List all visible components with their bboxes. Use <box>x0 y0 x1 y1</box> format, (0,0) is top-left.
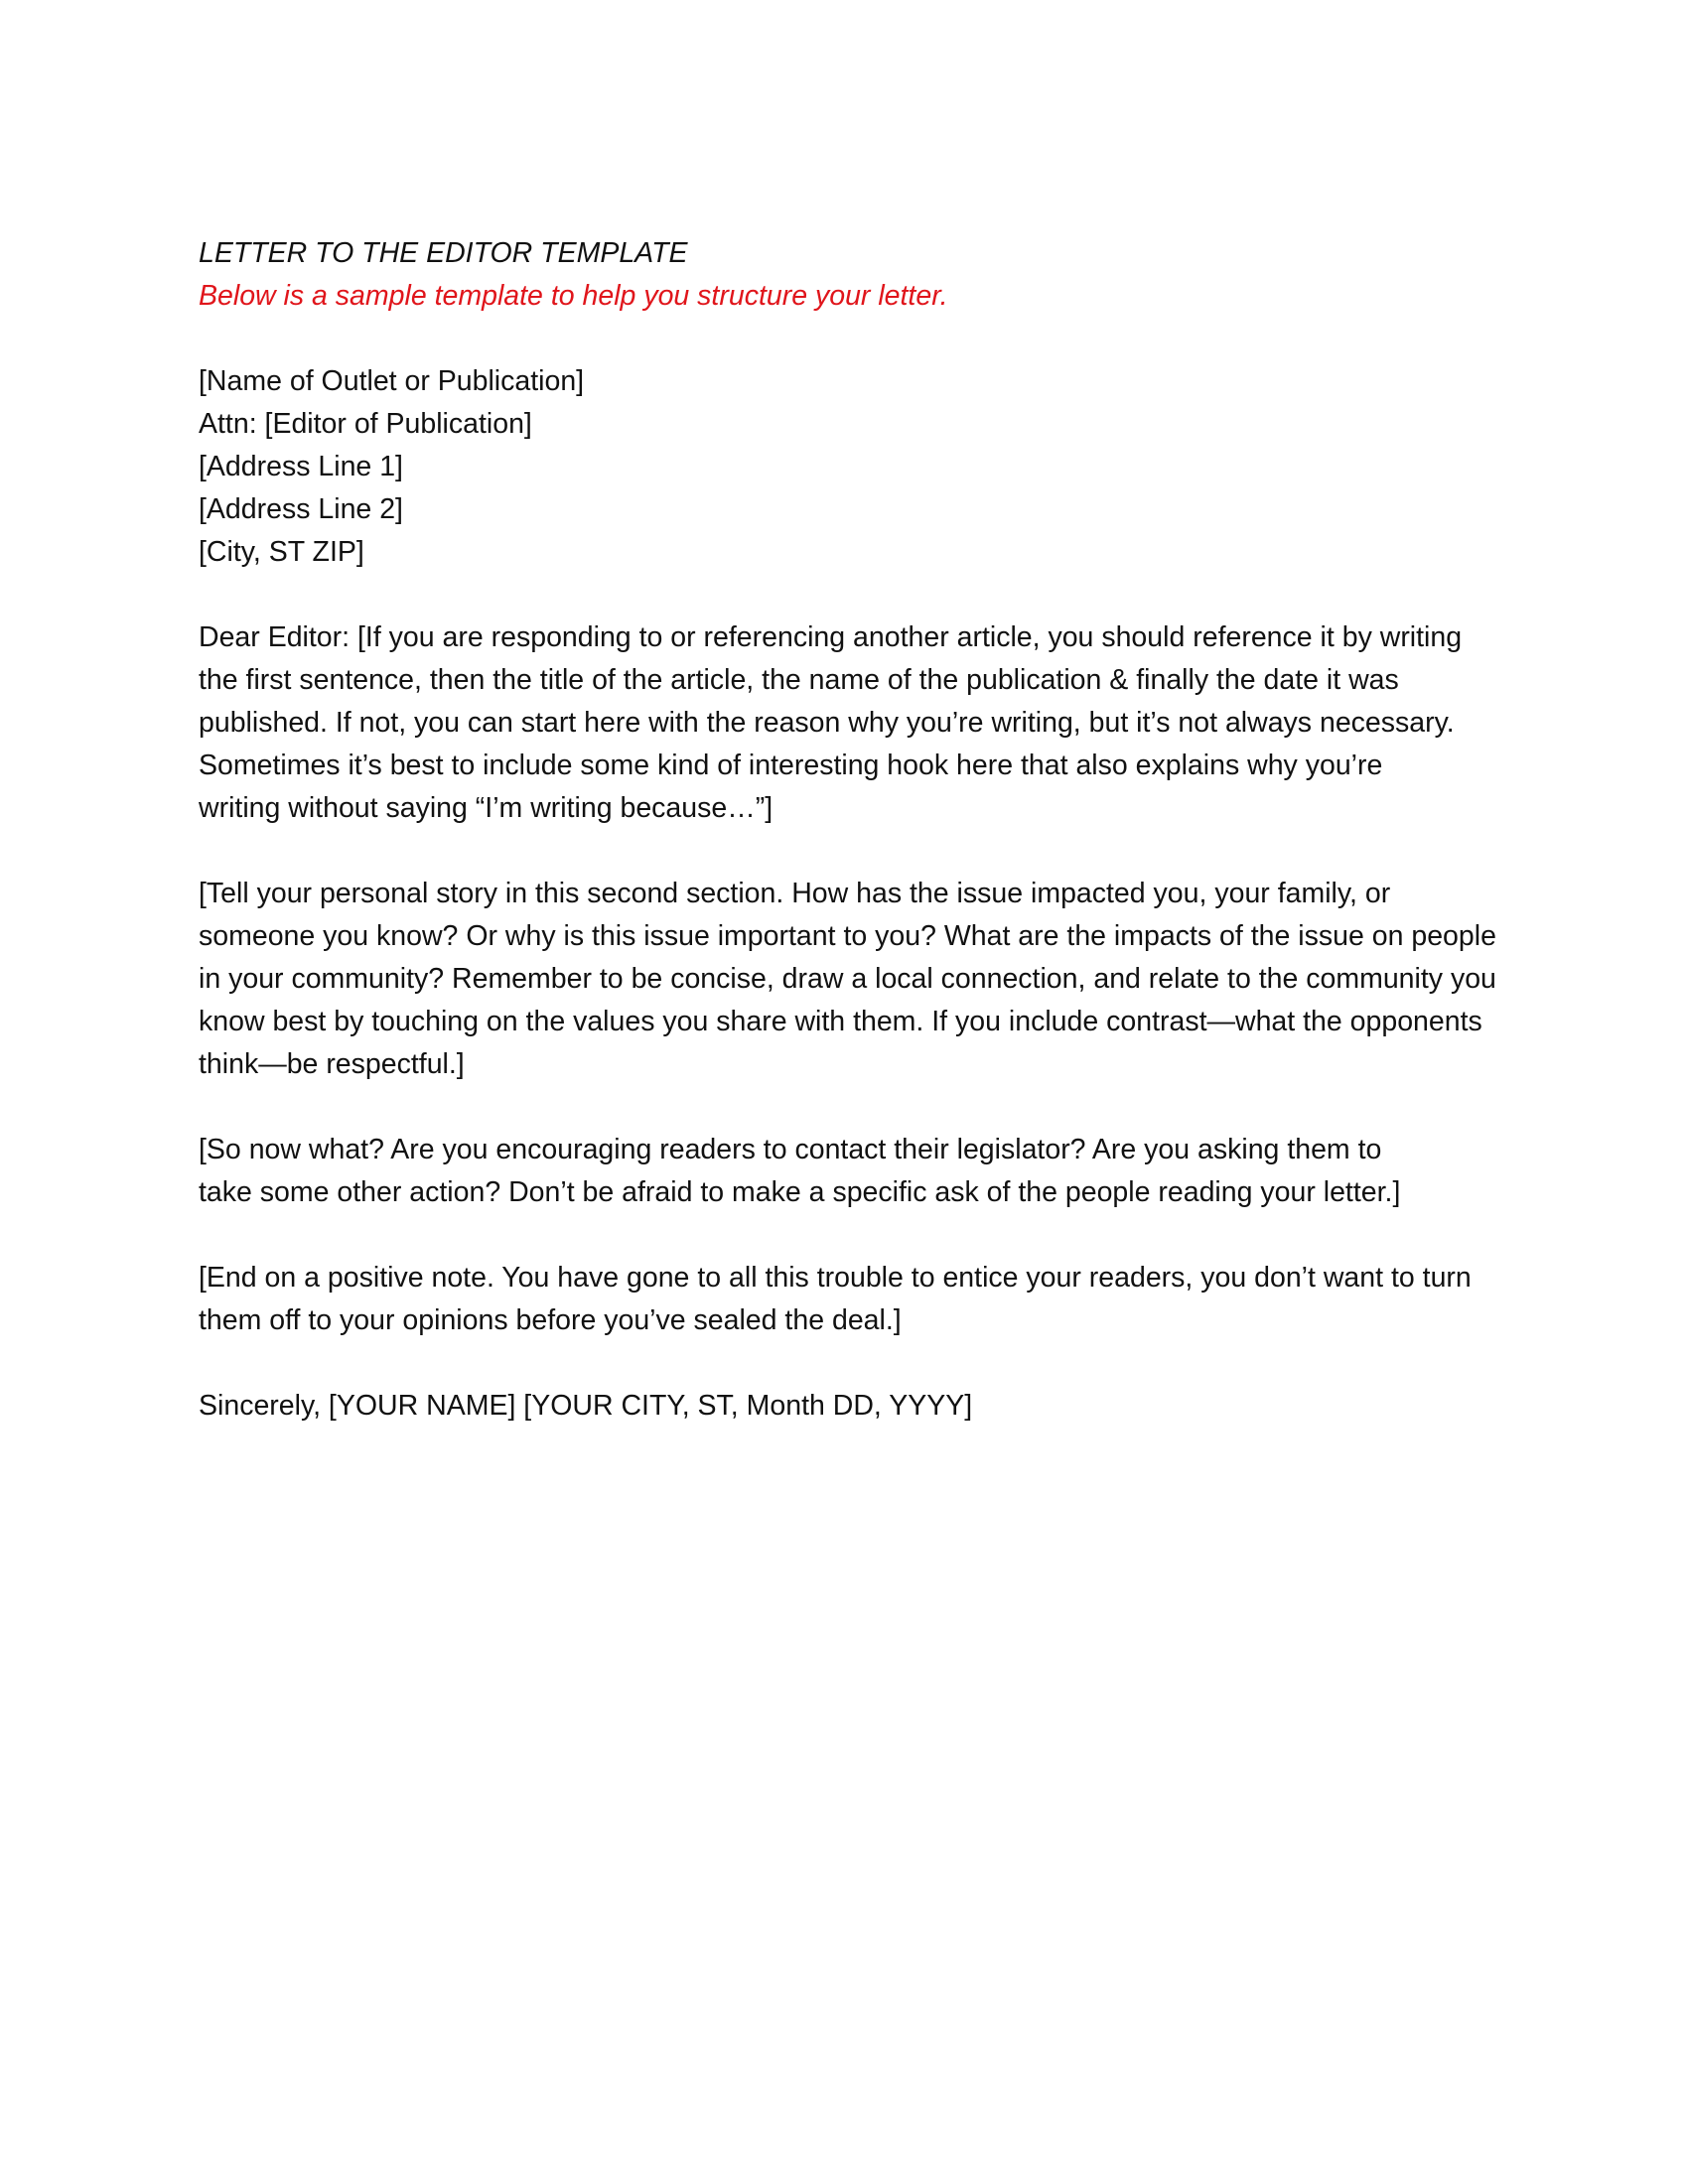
paragraph-line: published. If not, you can start here with the reason why you’re writing, but it’s not always necessary. <box>199 707 1455 739</box>
personal-story-paragraph <box>199 873 1496 1086</box>
paragraph-line: someone you know? Or why is this issue important to you? What are the impacts of the issue on people <box>199 920 1496 952</box>
template-instructions: Below is a sample template to help you structure your letter. <box>199 280 948 312</box>
spacer <box>199 1342 1489 1385</box>
spacer <box>199 574 1489 616</box>
call-to-action-paragraph <box>199 1129 1489 1214</box>
address-line-1: [Address Line 1] <box>199 451 403 482</box>
paragraph-line: take some other action? Don’t be afraid to make a specific ask of the people reading your letter.] <box>199 1176 1401 1208</box>
paragraph-line: [End on a positive note. You have gone to all this trouble to entice your readers, you don’t want to turn <box>199 1262 1472 1294</box>
signature-line: Sincerely, [YOUR NAME] [YOUR CITY, ST, Month DD, YYYY] <box>199 1390 973 1422</box>
address-line-attn: Attn: [Editor of Publication] <box>199 408 532 440</box>
paragraph-line: in your community? Remember to be concise, draw a local connection, and relate to the community you <box>199 963 1496 995</box>
letter-content <box>199 232 1496 1428</box>
intro-paragraph <box>199 616 1489 830</box>
page-title: LETTER TO THE EDITOR TEMPLATE <box>199 237 688 269</box>
address-line-outlet: [Name of Outlet or Publication] <box>199 365 585 397</box>
address-line-city: [City, ST ZIP] <box>199 536 364 568</box>
spacer <box>199 318 1489 360</box>
spacer <box>199 1214 1489 1257</box>
paragraph-line: them off to your opinions before you’ve sealed the deal.] <box>199 1304 902 1336</box>
paragraph-line: know best by touching on the values you share with them. If you include contrast—what the opponents <box>199 1006 1482 1037</box>
paragraph-line: Sometimes it’s best to include some kind of interesting hook here that also explains why you’re <box>199 750 1383 781</box>
spacer <box>199 830 1489 873</box>
closing-paragraph <box>199 1257 1489 1342</box>
paragraph-line: [So now what? Are you encouraging readers to contact their legislator? Are you asking them to <box>199 1134 1382 1165</box>
paragraph-line: Dear Editor: [If you are responding to or referencing another article, you should reference it by writing <box>199 621 1463 653</box>
paragraph-line: think—be respectful.] <box>199 1048 465 1080</box>
address-line-2: [Address Line 2] <box>199 493 403 525</box>
paragraph-line: [Tell your personal story in this second section. How has the issue impacted you, your family, or <box>199 878 1391 909</box>
paragraph-line: the first sentence, then the title of the article, the name of the publication & finally the date it was <box>199 664 1399 696</box>
spacer <box>199 1086 1489 1129</box>
recipient-address-block <box>199 360 1489 574</box>
paragraph-line: writing without saying “I’m writing because…”] <box>199 792 774 824</box>
